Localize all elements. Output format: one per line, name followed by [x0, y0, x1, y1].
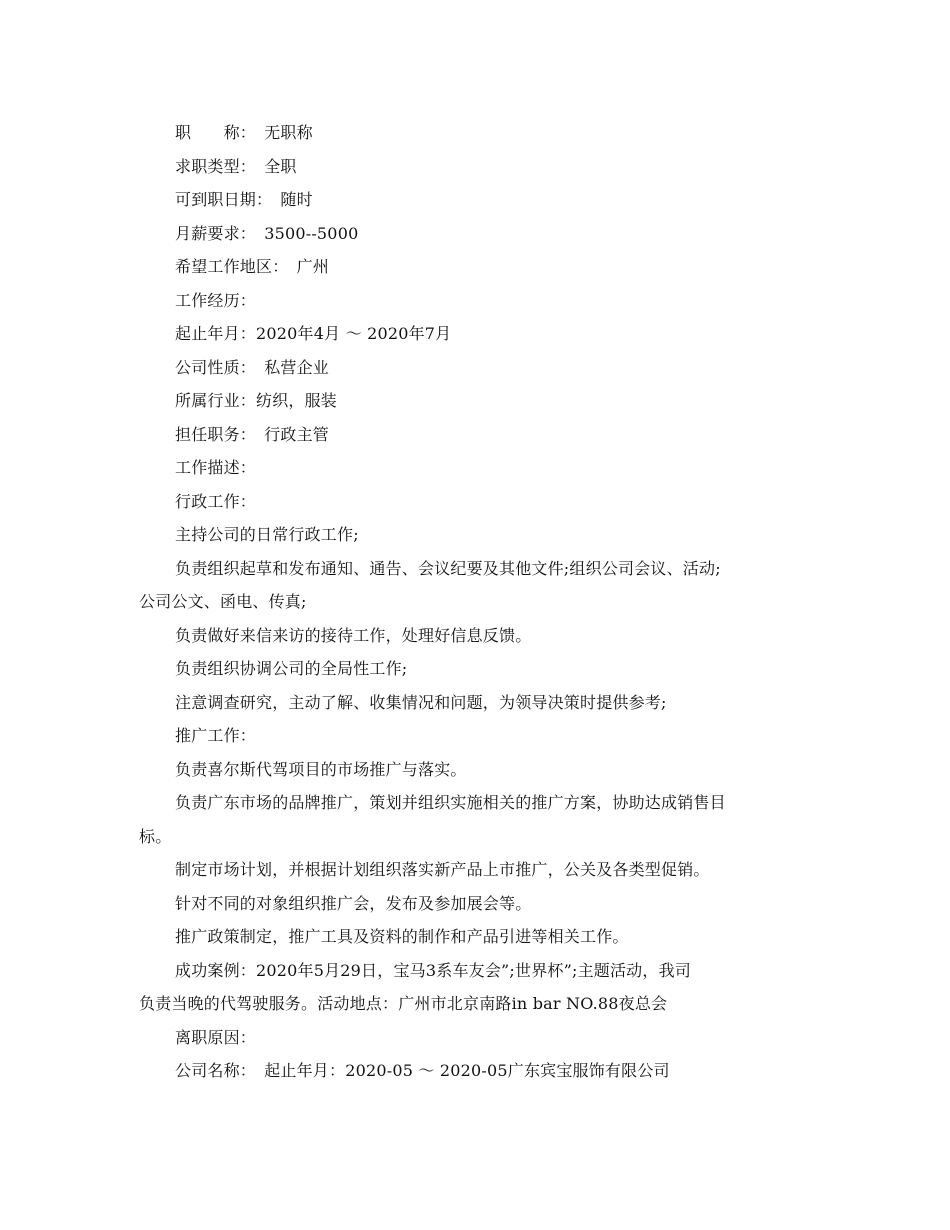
- line-admin-work-heading: 行政工作：: [175, 491, 257, 511]
- line-desired-location: 希望工作地区： 广州: [175, 257, 330, 276]
- line-promo-3: 制定市场计划，并根据计划组织落实新产品上市推广，公关及各类型促销。: [175, 860, 710, 879]
- resume-text-body: [139, 116, 819, 1088]
- line-admin-2-cont: 公司公文、函电、传真;: [139, 592, 307, 611]
- line-available-date: 可到职日期： 随时: [175, 190, 313, 209]
- line-success-case-cont: 负责当晚的代驾驶服务。活动地点：广州市北京南路in bar NO.88夜总会: [139, 994, 668, 1013]
- line-job-type: 求职类型： 全职: [175, 156, 297, 176]
- line-leaving-reason: 离职原因：: [175, 1027, 257, 1047]
- line-salary: 月薪要求： 3500--5000: [175, 223, 359, 243]
- line-promo-work-heading: 推广工作：: [175, 726, 257, 745]
- line-promo-5: 推广政策制定，推广工具及资料的制作和产品引进等相关工作。: [175, 927, 629, 946]
- line-company-name: 公司名称： 起止年月：2020-05 ～ 2020-05广东宾宝服饰有限公司: [175, 1061, 670, 1080]
- line-work-experience-heading: 工作经历：: [175, 290, 257, 310]
- line-admin-5: 注意调查研究，主动了解、收集情况和问题，为领导决策时提供参考;: [175, 692, 667, 712]
- line-admin-1: 主持公司的日常行政工作;: [175, 525, 359, 544]
- line-period: 起止年月：2020年4月 ～ 2020年7月: [175, 324, 452, 343]
- line-success-case: 成功案例：2020年5月29日，宝马3系车友会”;世界杯”;主题活动，我司: [175, 960, 691, 980]
- line-promo-4: 针对不同的对象组织推广会，发布及参加展会等。: [175, 893, 532, 913]
- line-admin-2: 负责组织起草和发布通知、通告、会议纪要及其他文件;组织公司会议、活动;: [175, 558, 721, 578]
- line-job-title: 职 称： 无职称: [175, 123, 313, 142]
- line-position: 担任职务： 行政主管: [175, 424, 330, 444]
- line-promo-2: 负责广东市场的品牌推广，策划并组织实施相关的推广方案，协助达成销售目: [175, 793, 726, 812]
- line-admin-4: 负责组织协调公司的全局性工作;: [175, 659, 408, 678]
- line-company-type: 公司性质： 私营企业: [175, 357, 330, 377]
- line-admin-3: 负责做好来信来访的接待工作，处理好信息反馈。: [175, 625, 532, 645]
- line-job-description-heading: 工作描述：: [175, 458, 257, 477]
- line-promo-1: 负责喜尔斯代驾项目的市场推广与落实。: [175, 759, 467, 779]
- line-industry: 所属行业：纺织，服装: [175, 391, 338, 410]
- line-promo-2-cont: 标。: [139, 826, 172, 846]
